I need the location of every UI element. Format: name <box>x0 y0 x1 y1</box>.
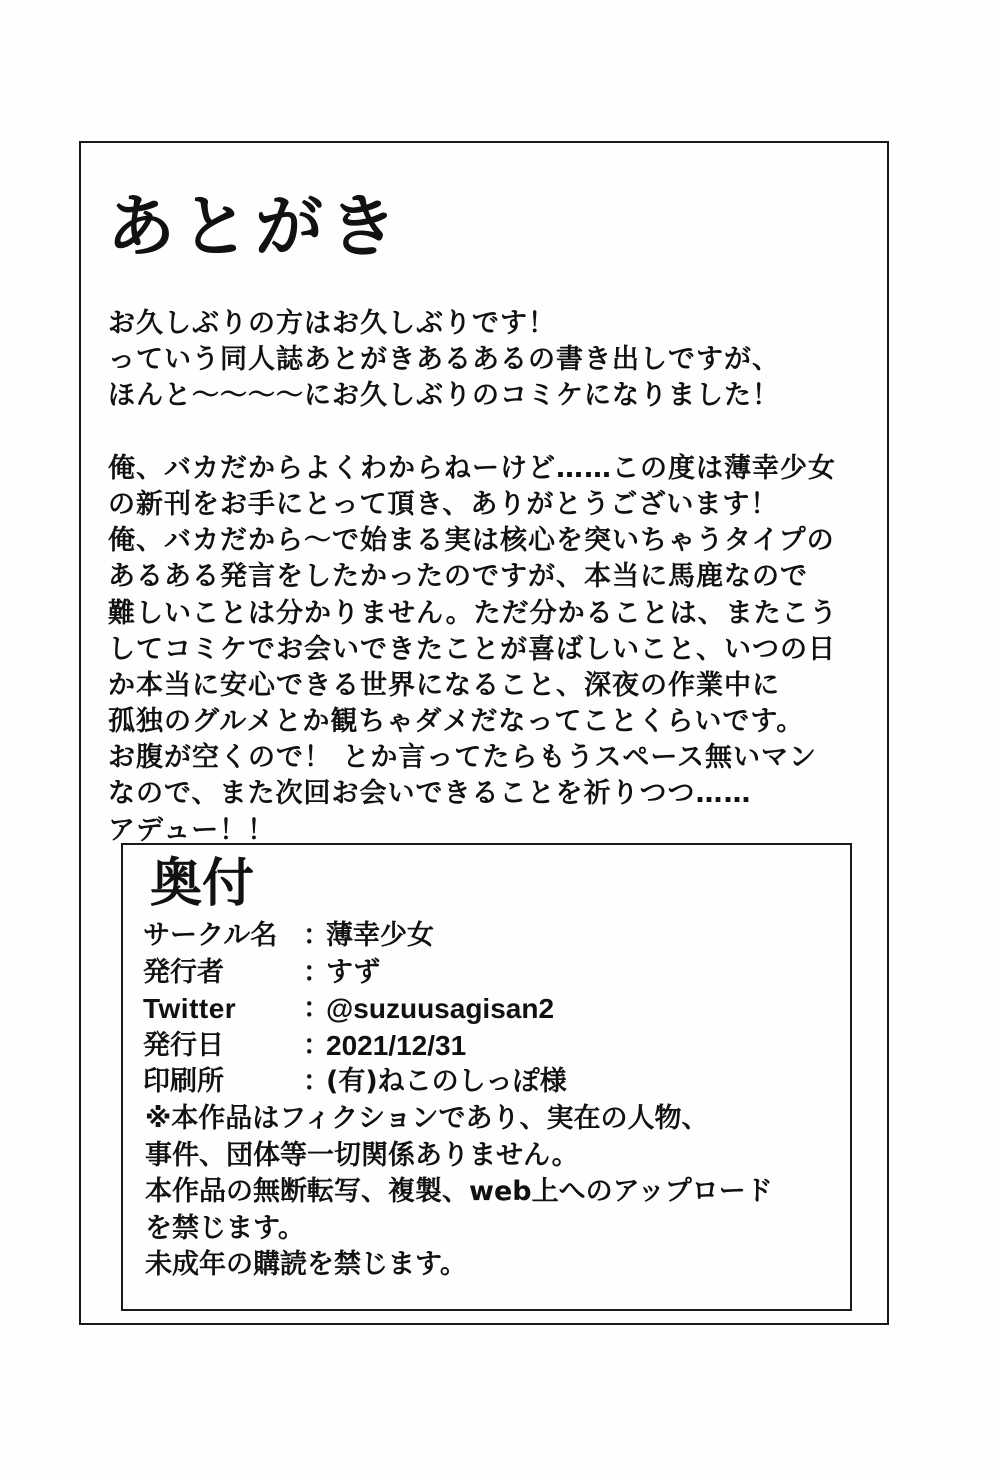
afterword-line: 俺、バカだから〜で始まる実は核心を突いちゃうタイプの <box>108 525 835 557</box>
afterword-line: 俺、バカだからよくわからねーけど……この度は薄幸少女 <box>108 452 836 484</box>
colophon-row-publisher <box>143 955 843 992</box>
paragraph-gap <box>108 415 878 451</box>
afterword-line: っていう同人誌あとがきあるあるの書き出しですが、 <box>108 344 780 376</box>
publisher-value: すず <box>326 956 381 988</box>
afterword-title: あとがき <box>107 187 404 267</box>
colophon-separator: ： <box>303 1029 330 1061</box>
twitter-label: Twitter <box>143 993 237 1024</box>
colophon-separator: ： <box>303 1066 330 1097</box>
note-line: を禁じます。 <box>145 1212 305 1244</box>
printer-label: 印刷所 <box>143 1066 224 1097</box>
colophon-separator: ： <box>303 920 330 951</box>
afterword-line: の新刊をお手にとって頂き、ありがとうございます！ <box>108 488 779 520</box>
colophon-row-date <box>143 1028 843 1065</box>
afterword-line: お久しぶりの方はお久しぶりです！ <box>108 308 556 339</box>
note-line: 本作品の無断転写、複製、web上へのアップロード <box>145 1176 773 1207</box>
afterword-line: お腹が空くので！ とか言ってたらもうスペース無いマン <box>108 742 818 774</box>
afterword-line: なので、また次回お会いできることを祈りつつ…… <box>108 778 752 810</box>
colophon-row-circle <box>143 918 843 955</box>
colophon-separator: ： <box>303 993 330 1024</box>
afterword-line: 孤独のグルメとか観ちゃダメだなってことくらいです。 <box>108 706 805 738</box>
colophon-notes <box>145 1101 845 1284</box>
colophon-row-twitter <box>143 991 843 1028</box>
afterword-line: してコミケでお会いできたことが喜ばしいこと、いつの日 <box>108 633 836 665</box>
colophon-title: 奥付 <box>150 854 255 914</box>
circle-name-label: サークル名 <box>143 920 278 951</box>
printer-value: (有)ねこのしっぽ様 <box>326 1066 567 1097</box>
afterword-line: アデュー！！ <box>108 814 276 846</box>
circle-name-value: 薄幸少女 <box>326 920 434 951</box>
twitter-handle: @suzuusagisan2 <box>326 993 555 1024</box>
publish-date-value: 2021/12/31 <box>326 1029 467 1061</box>
afterword-body <box>108 306 878 849</box>
colophon-separator: ： <box>303 956 330 988</box>
afterword-line: あるある発言をしたかったのですが、本当に馬鹿なので <box>108 561 808 593</box>
afterword-line: ほんと〜〜〜〜にお久しぶりのコミケになりました！ <box>108 380 780 412</box>
publisher-label: 発行者 <box>143 956 224 988</box>
note-line: 事件、団体等一切関係ありません。 <box>145 1139 579 1171</box>
note-line: 未成年の購読を禁じます。 <box>145 1249 467 1280</box>
colophon-table <box>143 918 843 1101</box>
afterword-line: 難しいことは分かりません。ただ分かることは、またこう <box>108 597 838 629</box>
afterword-line: か本当に安心できる世界になること、深夜の作業中に <box>108 669 780 701</box>
publish-date-label: 発行日 <box>143 1029 224 1061</box>
note-line: ※本作品はフィクションであり、実在の人物、 <box>145 1103 709 1134</box>
colophon-row-printer <box>143 1064 843 1101</box>
